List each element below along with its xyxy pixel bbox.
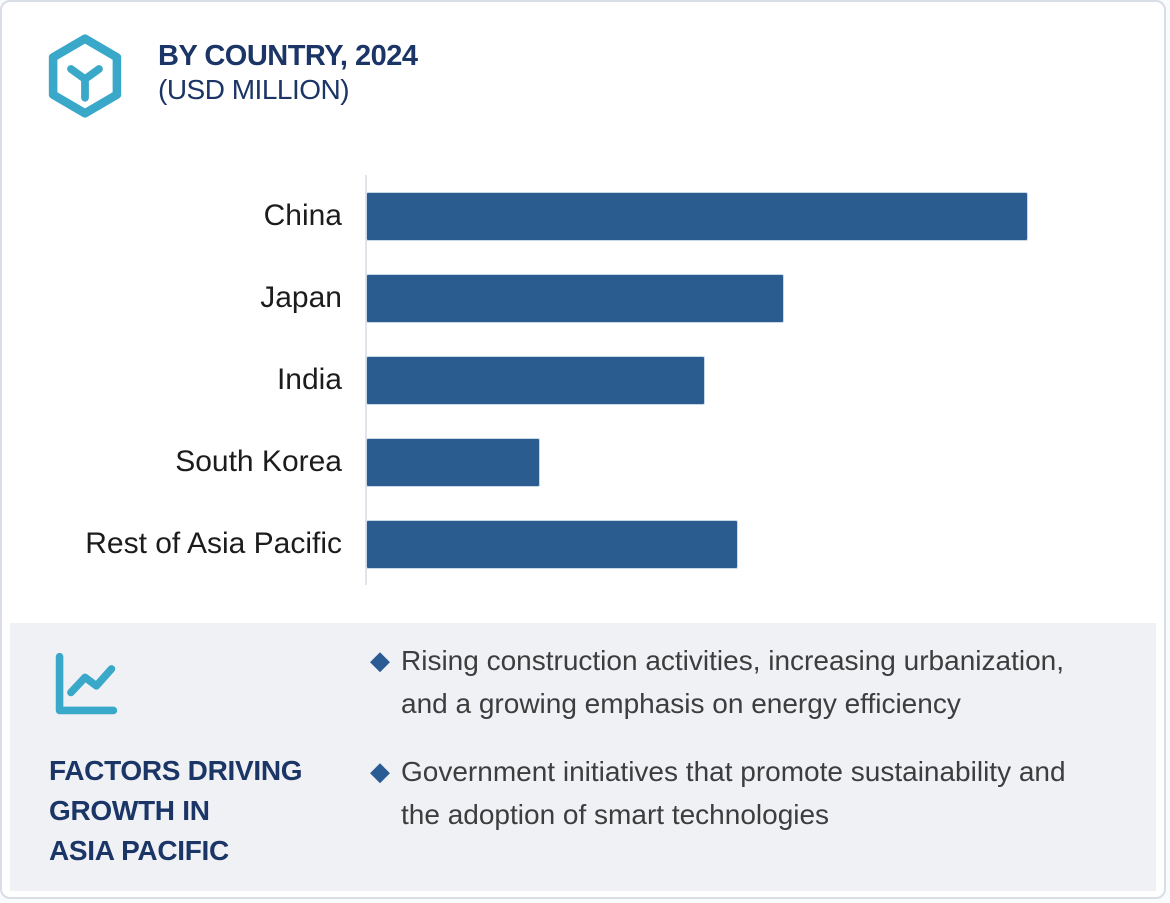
category-label-china: China	[263, 199, 342, 232]
bar-japan	[367, 275, 783, 322]
chart-row	[2, 257, 1122, 339]
chart-row	[2, 503, 1122, 585]
category-label-india: India	[276, 363, 342, 396]
bar-chart-rows	[2, 175, 1122, 585]
factors-panel	[10, 623, 1156, 891]
factors-heading	[49, 751, 349, 871]
chart-row	[2, 175, 1122, 257]
bar-rest-of-asia-pacific	[367, 521, 737, 568]
factors-panel-left	[49, 650, 349, 871]
bullet-text: Rising construction activities, increasing urbanization, and a growing emphasis on energy efficiency	[401, 645, 1064, 719]
header-text	[158, 34, 418, 106]
chart-subtitle: (USD MILLION)	[158, 74, 350, 105]
factors-bullet-list	[370, 639, 1110, 836]
factors-heading-line: ASIA PACIFIC	[49, 835, 229, 866]
chart-header	[46, 34, 418, 118]
bullet-text: Government initiatives that promote sustainability and the adoption of smart technologies	[401, 756, 1066, 830]
diamond-bullet-icon: ◆	[370, 645, 390, 675]
bar-india	[367, 357, 704, 404]
factors-heading-line: FACTORS DRIVING	[49, 755, 303, 786]
bar-china	[367, 193, 1027, 240]
category-label-rest-of-asia-pacific: Rest of Asia Pacific	[85, 527, 342, 560]
diamond-bullet-icon: ◆	[370, 756, 390, 786]
category-label-japan: Japan	[260, 281, 342, 314]
bar-chart	[2, 175, 1122, 585]
chart-title: BY COUNTRY, 2024	[158, 40, 418, 72]
bar-south-korea	[367, 439, 539, 486]
chart-row	[2, 339, 1122, 421]
bullet-item	[370, 750, 1110, 836]
category-label-south-korea: South Korea	[175, 445, 342, 478]
factors-heading-line: GROWTH IN	[49, 795, 210, 826]
line-chart-icon	[52, 650, 120, 718]
hexagon-cube-icon	[46, 34, 124, 118]
chart-row	[2, 421, 1122, 503]
bullet-item	[370, 639, 1110, 725]
